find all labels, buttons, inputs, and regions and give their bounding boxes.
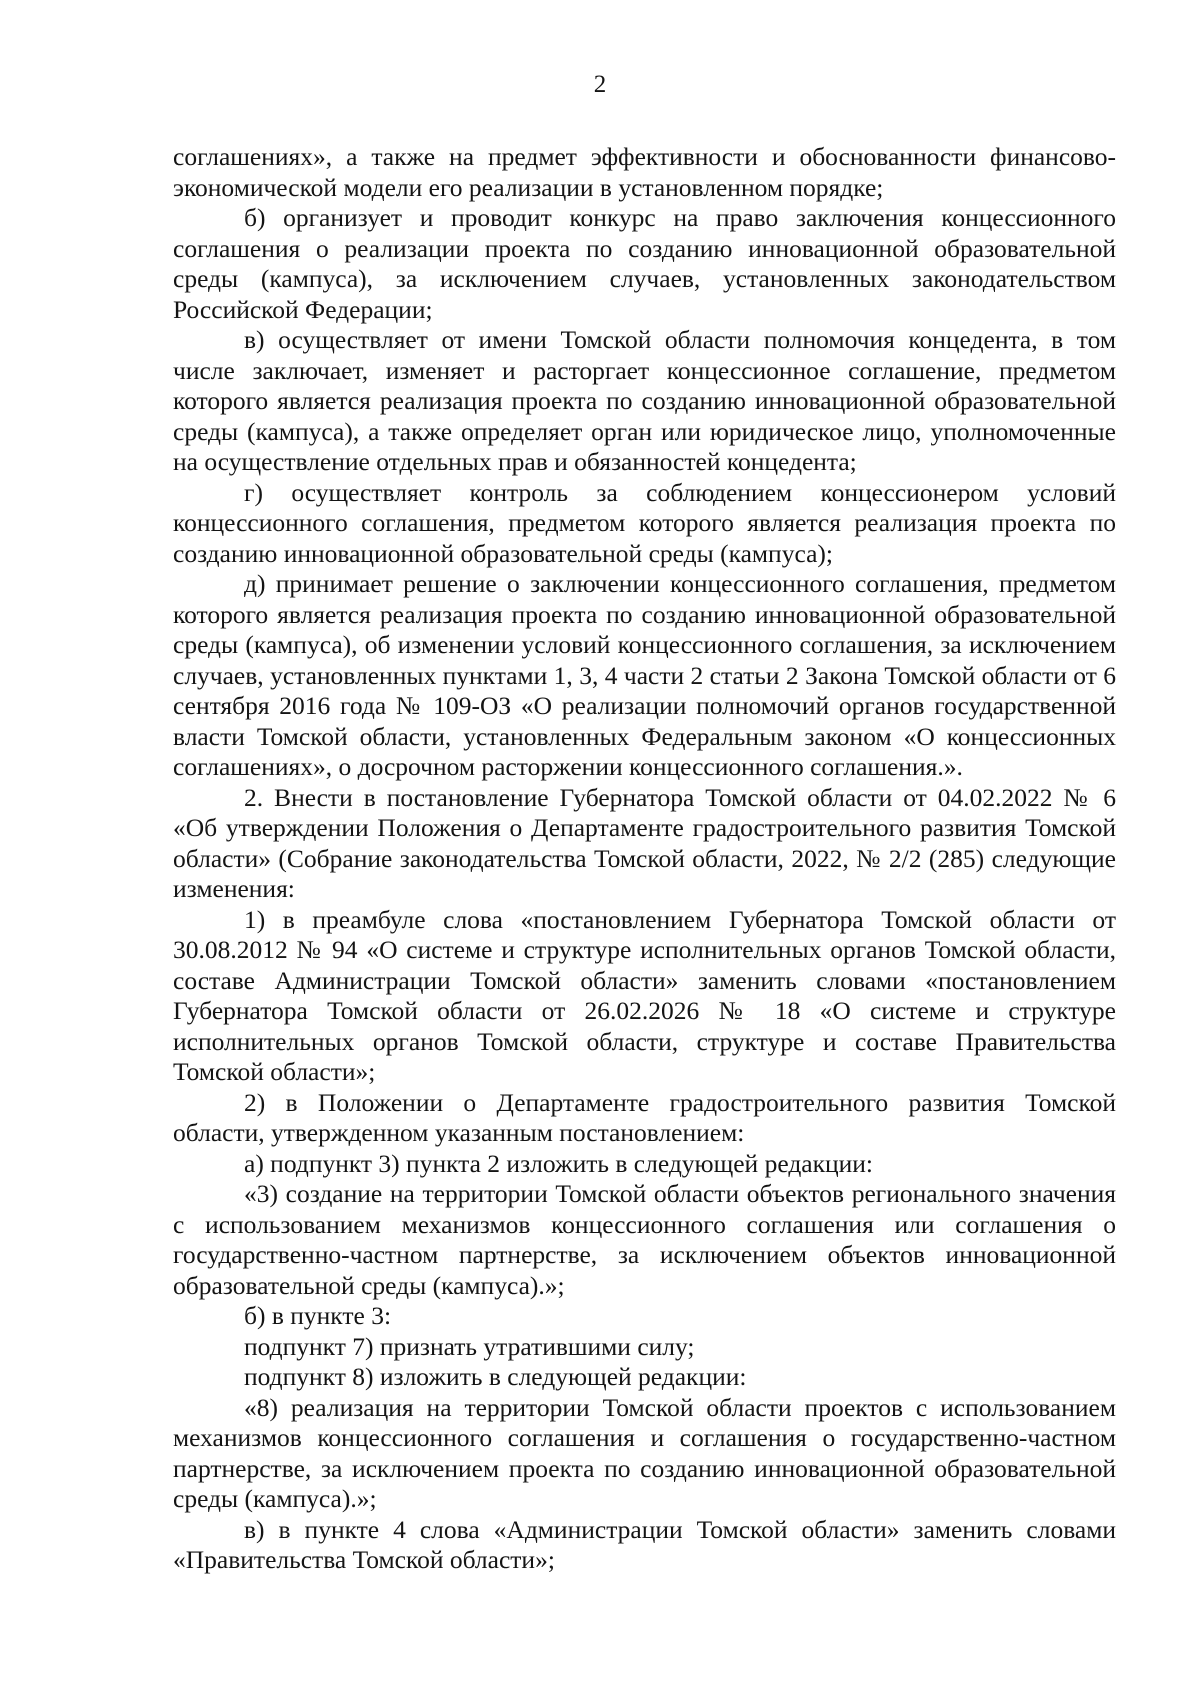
paragraph: в) в пункте 4 слова «Администрации Томской области» заменить словами «Правительства Томской области»; — [173, 1514, 1116, 1574]
paragraph: «8) реализация на территории Томской области проектов с использованием механизмов концессионного соглашения и соглашения о государственно-частном партнерстве, за исключением проекта по созданию инновационной образовательной среды (кампуса).»; — [173, 1392, 1116, 1513]
paragraph: а) подпункт 3) пункта 2 изложить в следующей редакции: — [244, 1148, 874, 1178]
paragraph: соглашениях», а также на предмет эффективности и обоснованности финансово-экономической модели его реализации в установленном порядке; — [173, 142, 1116, 202]
paragraph: б) организует и проводит конкурс на право заключения концессионного соглашения о реализации проекта по созданию инновационной образовательной среды (кампуса), за исключением случаев, установленных законодательством Российской Федерации; — [173, 203, 1116, 324]
paragraph: г) осуществляет контроль за соблюдением концессионером условий концессионного соглашения, предметом которого является реализация проекта по созданию инновационной образовательной среды (кампуса); — [173, 477, 1116, 568]
page-number: 2 — [593, 71, 607, 98]
paragraph: подпункт 7) признать утратившими силу; — [244, 1331, 695, 1361]
paragraph: 1) в преамбуле слова «постановлением Губернатора Томской области от 30.08.2012 № 94 «О системе и структуре исполнительных органов Томской области, составе Администрации Томской области» заменить словами «постановлением Губернатора Томской области от 26.02.2026 № 18 «О системе и структуре исполнительных органов Томской области, структуре и составе Правительства Томской области»; — [173, 904, 1116, 1086]
document-body — [173, 142, 1116, 1576]
paragraph: в) осуществляет от имени Томской области полномочия концедента, в том числе заключает, изменяет и расторгает концессионное соглашение, предметом которого является реализация проекта по созданию инновационной образовательной среды (кампуса), а также определяет орган или юридическое лицо, уполномоченные на осуществление отдельных прав и обязанностей концедента; — [173, 325, 1116, 476]
paragraph: б) в пункте 3: — [244, 1301, 392, 1330]
paragraph: «3) создание на территории Томской области объектов регионального значения с использованием механизмов концессионного соглашения или соглашения о государственно-частном партнерстве, за исключением объектов инновационной образовательной среды (кампуса).»; — [173, 1179, 1116, 1300]
paragraph: д) принимает решение о заключении концессионного соглашения, предметом которого является реализация проекта по созданию инновационной образовательной среды (кампуса), об изменении условий концессионного соглашения, за исключением случаев, установленных пунктами 1, 3, 4 части 2 статьи 2 Закона Томской области от 6 сентября 2016 года № 109-ОЗ «О реализации полномочий органов государственной власти Томской области, установленных Федеральным законом «О концессионных соглашениях», о досрочном расторжении концессионного соглашения.». — [173, 569, 1116, 781]
paragraph: подпункт 8) изложить в следующей редакции: — [244, 1362, 747, 1391]
paragraph: 2. Внести в постановление Губернатора Томской области от 04.02.2022 № 6 «Об утверждении Положения о Департаменте градостроительного развития Томской области» (Собрание законодательства Томской области, 2022, № 2/2 (285) следующие изменения: — [173, 782, 1116, 903]
paragraph: 2) в Положении о Департаменте градостроительного развития Томской области, утвержденном указанным постановлением: — [173, 1087, 1116, 1147]
